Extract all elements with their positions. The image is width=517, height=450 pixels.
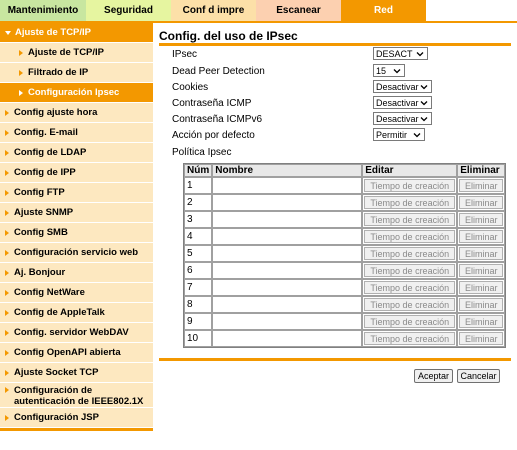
row-delete-cell	[457, 211, 505, 228]
edit-button[interactable]: Tiempo de creación	[364, 179, 455, 192]
icmpv6-label: Contraseña ICMPv6	[172, 114, 263, 125]
row-edit-cell	[362, 177, 457, 194]
delete-button[interactable]: Eliminar	[459, 315, 503, 328]
sidebar-item-snmp[interactable]	[0, 203, 153, 222]
col-header-delete: Eliminar	[457, 164, 505, 177]
policy-heading: Política Ipsec	[172, 147, 232, 158]
row-delete-cell	[457, 228, 505, 245]
dpd-select[interactable]	[373, 64, 405, 77]
table-row	[184, 177, 505, 194]
edit-button[interactable]: Tiempo de creación	[364, 281, 455, 294]
sidebar-item-bonjour[interactable]	[0, 263, 153, 282]
sidebar-item-label: Configuración JSP	[14, 412, 99, 423]
table-row	[184, 211, 505, 228]
delete-button[interactable]: Eliminar	[459, 196, 503, 209]
triangle-right-icon	[5, 230, 9, 236]
chevron-down-icon	[419, 114, 429, 124]
row-number: 5	[184, 245, 212, 262]
edit-button[interactable]: Tiempo de creación	[364, 230, 455, 243]
row-edit-cell	[362, 313, 457, 330]
delete-button[interactable]: Eliminar	[459, 281, 503, 294]
sidebar-item-label: Config ajuste hora	[14, 107, 98, 118]
sidebar-item-webdav[interactable]	[0, 323, 153, 342]
row-edit-cell	[362, 262, 457, 279]
delete-button[interactable]: Eliminar	[459, 179, 503, 192]
triangle-right-icon	[5, 130, 9, 136]
row-name	[212, 177, 362, 194]
row-name	[212, 279, 362, 296]
ipsec-select-value: DESACT	[376, 48, 413, 59]
row-number: 4	[184, 228, 212, 245]
delete-button[interactable]: Eliminar	[459, 264, 503, 277]
sidebar-item-openapi[interactable]	[0, 343, 153, 362]
icmpv6-select[interactable]	[373, 112, 432, 125]
row-number: 3	[184, 211, 212, 228]
tab-escanear[interactable]: Escanear	[256, 0, 341, 21]
sidebar-item-label: Config. servidor WebDAV	[14, 327, 129, 338]
sidebar-item-label: Ajuste de TCP/IP	[15, 27, 92, 38]
delete-button[interactable]: Eliminar	[459, 332, 503, 345]
row-number: 8	[184, 296, 212, 313]
sidebar-item-label: Config OpenAPI abierta	[14, 347, 121, 358]
sidebar-item-ipsec[interactable]	[0, 83, 153, 102]
triangle-right-icon	[5, 150, 9, 156]
ipsec-select[interactable]	[373, 47, 428, 60]
row-edit-cell	[362, 245, 457, 262]
sidebar-item-ldap[interactable]	[0, 143, 153, 162]
chevron-down-icon	[415, 49, 425, 59]
sidebar-item-label: Ajuste SNMP	[14, 207, 74, 218]
table-row	[184, 228, 505, 245]
edit-button[interactable]: Tiempo de creación	[364, 196, 455, 209]
dpd-select-value: 15	[376, 65, 387, 76]
sidebar-item-web-service[interactable]	[0, 243, 153, 262]
chevron-down-icon	[392, 66, 402, 76]
sidebar-item-label: Config SMB	[14, 227, 68, 238]
table-row	[184, 245, 505, 262]
cookies-select-value: Desactivar	[376, 81, 419, 92]
sidebar-item-label: Configuración servicio web	[14, 247, 139, 258]
row-number: 2	[184, 194, 212, 211]
sidebar-item-label: Configuración Ipsec	[28, 87, 120, 98]
table-row	[184, 279, 505, 296]
triangle-right-icon	[5, 310, 9, 316]
top-tab-bar	[0, 0, 517, 22]
tab-red[interactable]: Red	[341, 0, 426, 21]
row-edit-cell	[362, 279, 457, 296]
row-name	[212, 194, 362, 211]
delete-button[interactable]: Eliminar	[459, 230, 503, 243]
ipsec-label: IPsec	[172, 49, 198, 60]
tab-mantenimiento[interactable]: Mantenimiento	[0, 0, 86, 21]
chevron-down-icon	[419, 82, 429, 92]
triangle-right-icon	[5, 170, 9, 176]
triangle-right-icon	[5, 370, 9, 376]
icmp-select[interactable]	[373, 96, 432, 109]
sidebar-item-email[interactable]	[0, 123, 153, 142]
row-delete-cell	[457, 177, 505, 194]
sidebar-item-label: Configuración de autenticación de IEEE802.1X	[14, 385, 144, 407]
row-delete-cell	[457, 194, 505, 211]
table-row	[184, 313, 505, 330]
chevron-down-icon	[412, 130, 422, 140]
sidebar-item-jsp[interactable]	[0, 408, 153, 427]
sidebar-item-tcpip[interactable]	[0, 43, 153, 62]
sidebar-item-netware[interactable]	[0, 283, 153, 302]
sidebar-item-ftp[interactable]	[0, 183, 153, 202]
table-row	[184, 262, 505, 279]
triangle-right-icon	[19, 70, 23, 76]
dpd-label: Dead Peer Detection	[172, 66, 265, 77]
row-name	[212, 313, 362, 330]
sidebar-item-label: Filtrado de IP	[28, 67, 89, 78]
triangle-right-icon	[5, 350, 9, 356]
table-row	[184, 194, 505, 211]
row-delete-cell	[457, 330, 505, 347]
sidebar-item-label: Config FTP	[14, 187, 65, 198]
triangle-right-icon	[5, 290, 9, 296]
sidebar-item-time[interactable]	[0, 103, 153, 122]
triangle-right-icon	[5, 415, 9, 421]
col-header-name: Nombre	[212, 164, 362, 177]
tab-conf-impre[interactable]: Conf d impre	[171, 0, 256, 21]
accept-button[interactable]: Aceptar	[414, 369, 453, 383]
row-number: 7	[184, 279, 212, 296]
row-number: 9	[184, 313, 212, 330]
default-action-select-value: Permitir	[376, 129, 407, 140]
triangle-right-icon	[5, 330, 9, 336]
row-name	[212, 211, 362, 228]
row-delete-cell	[457, 279, 505, 296]
triangle-right-icon	[5, 387, 9, 393]
sidebar-item-label: Config de AppleTalk	[14, 307, 105, 318]
page-title: Config. del uso de IPsec	[159, 29, 298, 43]
triangle-right-icon	[5, 210, 9, 216]
delete-button[interactable]: Eliminar	[459, 247, 503, 260]
col-header-num: Núm	[184, 164, 212, 177]
row-edit-cell	[362, 194, 457, 211]
icmpv6-select-value: Desactivar	[376, 113, 419, 124]
row-edit-cell	[362, 330, 457, 347]
cookies-label: Cookies	[172, 82, 209, 93]
edit-button[interactable]: Tiempo de creación	[364, 332, 455, 345]
sidebar-bottom-bar	[0, 428, 153, 431]
row-delete-cell	[457, 262, 505, 279]
policy-table	[183, 163, 506, 348]
row-delete-cell	[457, 313, 505, 330]
sidebar-item-ip-filter[interactable]	[0, 63, 153, 82]
table-header-row	[184, 164, 505, 177]
sidebar-item-label: Ajuste de TCP/IP	[28, 47, 105, 58]
bottom-divider	[159, 358, 511, 361]
table-row	[184, 296, 505, 313]
triangle-right-icon	[19, 90, 23, 96]
triangle-right-icon	[5, 190, 9, 196]
cancel-button[interactable]: Cancelar	[457, 369, 500, 383]
sidebar-item-appletalk[interactable]	[0, 303, 153, 322]
row-delete-cell	[457, 296, 505, 313]
row-edit-cell	[362, 211, 457, 228]
sidebar-item-ieee8021x[interactable]	[0, 383, 153, 407]
cookies-select[interactable]	[373, 80, 432, 93]
row-name	[212, 330, 362, 347]
row-number: 10	[184, 330, 212, 347]
sidebar	[0, 23, 153, 429]
chevron-down-icon	[419, 98, 429, 108]
sidebar-item-socket-tcp[interactable]	[0, 363, 153, 382]
row-edit-cell	[362, 228, 457, 245]
triangle-right-icon	[5, 270, 9, 276]
icmp-label: Contraseña ICMP	[172, 98, 252, 109]
row-number: 6	[184, 262, 212, 279]
row-name	[212, 228, 362, 245]
row-edit-cell	[362, 296, 457, 313]
row-name	[212, 245, 362, 262]
edit-button[interactable]: Tiempo de creación	[364, 298, 455, 311]
edit-button[interactable]: Tiempo de creación	[364, 264, 455, 277]
sidebar-item-label: Config. E-mail	[14, 127, 78, 138]
row-number: 1	[184, 177, 212, 194]
row-delete-cell	[457, 245, 505, 262]
default-action-select[interactable]	[373, 128, 425, 141]
row-name	[212, 296, 362, 313]
edit-button[interactable]: Tiempo de creación	[364, 247, 455, 260]
title-divider	[159, 43, 511, 46]
edit-button[interactable]: Tiempo de creación	[364, 213, 455, 226]
sidebar-item-label: Aj. Bonjour	[14, 267, 66, 278]
delete-button[interactable]: Eliminar	[459, 298, 503, 311]
row-name	[212, 262, 362, 279]
icmp-select-value: Desactivar	[376, 97, 419, 108]
sidebar-item-label: Config de IPP	[14, 167, 76, 178]
sidebar-item-label: Config NetWare	[14, 287, 85, 298]
triangle-right-icon	[5, 250, 9, 256]
table-row	[184, 330, 505, 347]
sidebar-item-tcpip-group[interactable]	[0, 23, 153, 42]
triangle-down-icon	[5, 31, 11, 35]
triangle-right-icon	[19, 50, 23, 56]
triangle-right-icon	[5, 110, 9, 116]
tab-seguridad[interactable]: Seguridad	[86, 0, 171, 21]
sidebar-item-ipp[interactable]	[0, 163, 153, 182]
col-header-edit: Editar	[362, 164, 457, 177]
sidebar-item-label: Config de LDAP	[14, 147, 87, 158]
edit-button[interactable]: Tiempo de creación	[364, 315, 455, 328]
sidebar-item-smb[interactable]	[0, 223, 153, 242]
delete-button[interactable]: Eliminar	[459, 213, 503, 226]
default-action-label: Acción por defecto	[172, 130, 255, 141]
sidebar-item-label: Ajuste Socket TCP	[14, 367, 99, 378]
